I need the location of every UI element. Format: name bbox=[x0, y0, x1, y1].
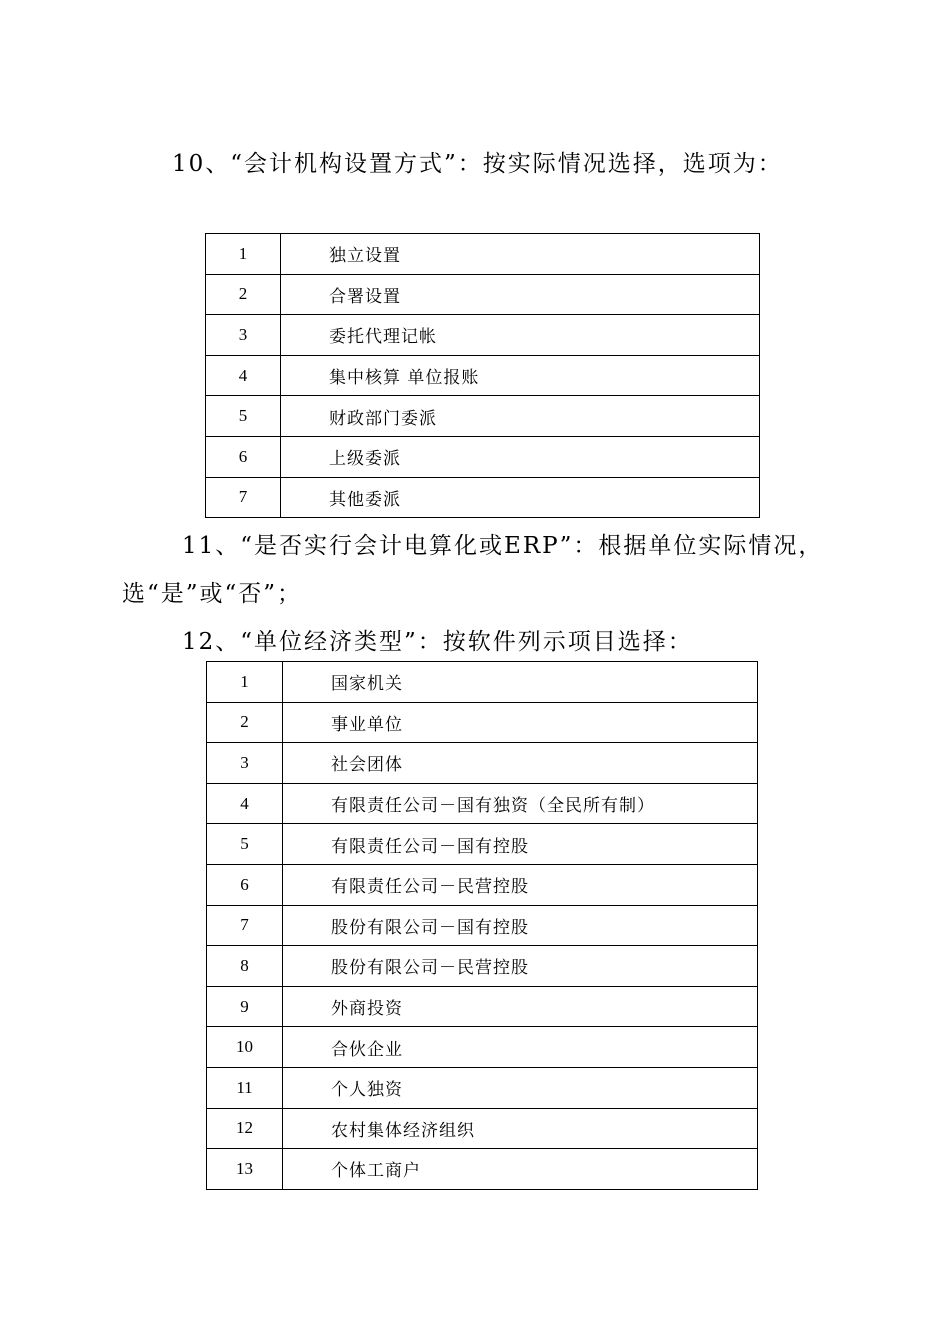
row-label: 合署设置 bbox=[281, 274, 760, 315]
row-label: 有限责任公司－国有独资（全民所有制） bbox=[283, 783, 758, 824]
row-label: 其他委派 bbox=[281, 477, 760, 518]
table-row bbox=[206, 234, 760, 275]
table-row bbox=[207, 702, 758, 743]
row-number: 2 bbox=[206, 274, 281, 315]
accounting-setup-options-body bbox=[206, 234, 760, 518]
row-number: 2 bbox=[207, 702, 283, 743]
table-row bbox=[207, 662, 758, 703]
table-row bbox=[206, 396, 760, 437]
row-number: 6 bbox=[207, 864, 283, 905]
row-label: 社会团体 bbox=[283, 743, 758, 784]
row-number: 9 bbox=[207, 986, 283, 1027]
table-row bbox=[206, 477, 760, 518]
row-number: 5 bbox=[206, 396, 281, 437]
section-11-line-2: 选“是”或“否”； bbox=[122, 581, 303, 607]
section-11-line-1: 11、“是否实行会计电算化或ERP”：根据单位实际情况， bbox=[182, 533, 824, 559]
row-number: 12 bbox=[207, 1108, 283, 1149]
accounting-setup-options-table bbox=[205, 233, 760, 518]
row-label: 股份有限公司－国有控股 bbox=[283, 905, 758, 946]
table-row bbox=[206, 436, 760, 477]
row-number: 11 bbox=[207, 1067, 283, 1108]
row-label: 外商投资 bbox=[283, 986, 758, 1027]
row-label: 上级委派 bbox=[281, 436, 760, 477]
row-label: 农村集体经济组织 bbox=[283, 1108, 758, 1149]
table-row bbox=[206, 274, 760, 315]
row-label: 有限责任公司－国有控股 bbox=[283, 824, 758, 865]
row-number: 3 bbox=[206, 315, 281, 356]
table-row bbox=[206, 315, 760, 356]
table-row bbox=[207, 783, 758, 824]
row-number: 10 bbox=[207, 1027, 283, 1068]
row-number: 5 bbox=[207, 824, 283, 865]
row-label: 有限责任公司－民营控股 bbox=[283, 864, 758, 905]
row-number: 7 bbox=[206, 477, 281, 518]
table-row bbox=[207, 986, 758, 1027]
table-row bbox=[207, 1067, 758, 1108]
row-number: 6 bbox=[206, 436, 281, 477]
row-label: 委托代理记帐 bbox=[281, 315, 760, 356]
table-row bbox=[207, 1027, 758, 1068]
table-row bbox=[207, 743, 758, 784]
row-label: 个人独资 bbox=[283, 1067, 758, 1108]
row-number: 1 bbox=[207, 662, 283, 703]
row-label: 合伙企业 bbox=[283, 1027, 758, 1068]
row-number: 3 bbox=[207, 743, 283, 784]
row-number: 1 bbox=[206, 234, 281, 275]
row-label: 国家机关 bbox=[283, 662, 758, 703]
row-label: 独立设置 bbox=[281, 234, 760, 275]
row-label: 财政部门委派 bbox=[281, 396, 760, 437]
row-label: 事业单位 bbox=[283, 702, 758, 743]
economic-type-options-body bbox=[207, 662, 758, 1190]
row-label: 股份有限公司－民营控股 bbox=[283, 946, 758, 987]
section-12-heading: 12、“单位经济类型”：按软件列示项目选择： bbox=[182, 629, 693, 655]
row-number: 8 bbox=[207, 946, 283, 987]
section-10-heading: 10、“会计机构设置方式”：按实际情况选择，选项为： bbox=[172, 151, 783, 177]
table-row bbox=[207, 905, 758, 946]
table-row bbox=[207, 946, 758, 987]
table-row bbox=[206, 355, 760, 396]
row-label: 个体工商户 bbox=[283, 1149, 758, 1190]
row-label: 集中核算 单位报账 bbox=[281, 355, 760, 396]
row-number: 13 bbox=[207, 1149, 283, 1190]
table-row bbox=[207, 1149, 758, 1190]
row-number: 4 bbox=[206, 355, 281, 396]
row-number: 4 bbox=[207, 783, 283, 824]
table-row bbox=[207, 824, 758, 865]
table-row bbox=[207, 864, 758, 905]
table-row bbox=[207, 1108, 758, 1149]
economic-type-options-table bbox=[206, 661, 758, 1190]
row-number: 7 bbox=[207, 905, 283, 946]
